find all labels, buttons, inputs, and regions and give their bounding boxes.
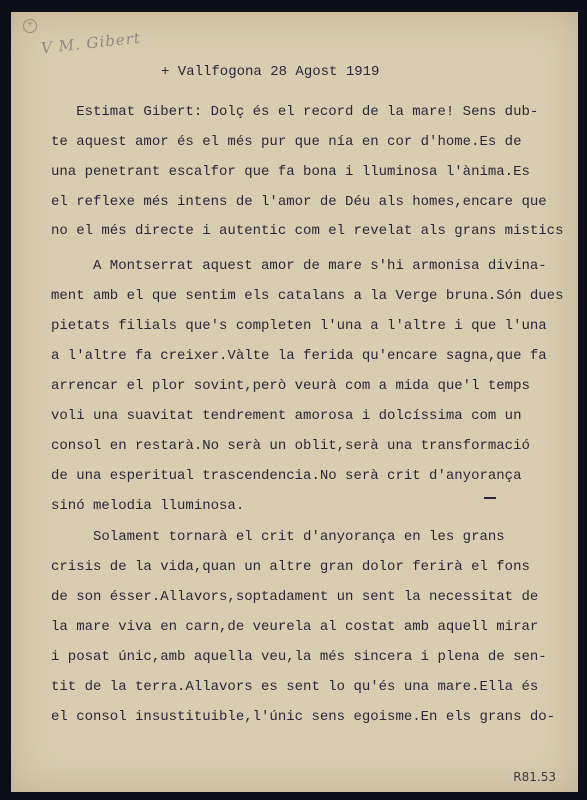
- letter-line: de una esperitual trascendencia.No serà crit d'anyorança: [51, 468, 522, 484]
- letter-heading: + Vallfogona 28 Agost 1919: [161, 64, 380, 80]
- letter-line: tit de la terra.Allavors es sent lo qu'és una mare.Ella és: [51, 679, 539, 695]
- letter-line: no el més directe i autentic com el revelat als grans mistics: [51, 223, 564, 239]
- letter-line: el consol insustituible,l'únic sens egoisme.En els grans do-: [51, 709, 556, 725]
- letter-page: [11, 12, 578, 792]
- margin-tick-mark: [484, 497, 496, 499]
- pencil-annotation: V M. Gibert: [40, 28, 142, 58]
- letter-line: A Montserrat aquest amor de mare s'hi armonisa divina-: [51, 258, 547, 274]
- letter-line: pietats filials que's completen l'una a l'altre i que l'una: [51, 318, 547, 334]
- archive-reference: R81.53: [513, 770, 556, 784]
- letter-line: te aquest amor és el més pur que nía en cor d'home.Es de: [51, 134, 522, 150]
- letter-line: arrencar el plor sovint,però veurà com a mida que'l temps: [51, 378, 530, 394]
- letter-line: el reflexe més intens de l'amor de Déu als homes,encare que: [51, 194, 547, 210]
- corner-mark-icon: +: [23, 19, 37, 33]
- letter-line: a l'altre fa creixer.Vàlte la ferida qu'encare sagna,que fa: [51, 348, 547, 364]
- letter-line: consol en restarà.No serà un oblit,serà una transformació: [51, 438, 530, 454]
- letter-line: Solament tornarà el crit d'anyorança en les grans: [51, 529, 505, 545]
- letter-line: una penetrant escalfor que fa bona i lluminosa l'ànima.Es: [51, 164, 530, 180]
- letter-line: crisis de la vida,quan un altre gran dolor ferirà el fons: [51, 559, 530, 575]
- letter-line: ment amb el que sentim els catalans a la Verge bruna.Són dues: [51, 288, 564, 304]
- letter-line: sinó melodia lluminosa.: [51, 498, 245, 514]
- letter-line: voli una suavitat tendrement amorosa i dolcíssima com un: [51, 408, 522, 424]
- letter-line: de son ésser.Allavors,soptadament un sent la necessitat de: [51, 589, 539, 605]
- letter-line: Estimat Gibert: Dolç és el record de la mare! Sens dub-: [51, 104, 539, 120]
- letter-line: i posat únic,amb aquella veu,la més sincera i plena de sen-: [51, 649, 547, 665]
- letter-line: la mare viva en carn,de veurela al costat amb aquell mirar: [51, 619, 539, 635]
